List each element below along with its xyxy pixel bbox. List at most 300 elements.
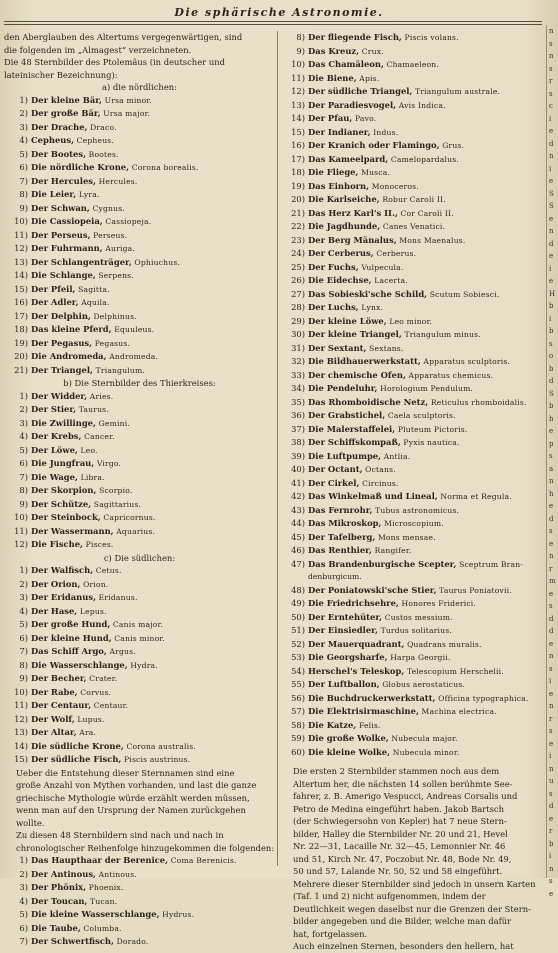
german-name: Die kleine Wasserschlange, — [31, 909, 160, 919]
list-item — [4, 229, 275, 243]
list-item — [4, 618, 275, 632]
item-number: 2) — [19, 404, 28, 414]
latin-name: Custos messium. — [384, 612, 453, 622]
list-item — [281, 584, 543, 598]
edge-letter: u — [549, 777, 554, 785]
german-name: Der Antinous, — [31, 868, 96, 879]
edge-letter: n — [549, 227, 554, 235]
german-name: Der Wassermann, — [31, 525, 114, 536]
edge-letter: r — [549, 827, 553, 835]
german-name: Der kleine Hund, — [31, 632, 112, 643]
item-number: 51) — [291, 625, 305, 635]
edge-letter: d — [549, 614, 554, 623]
latin-name: Hydra. — [130, 660, 158, 670]
german-name: Der Pfeil, — [31, 283, 76, 294]
item-number: 17) — [291, 153, 305, 164]
edge-letter: d — [549, 377, 554, 385]
german-name: Der Altar, — [31, 727, 77, 737]
german-name: Der Cirkel, — [308, 477, 360, 488]
item-number: 4) — [19, 431, 28, 441]
column-divider — [277, 31, 278, 866]
edge-letter: n — [549, 652, 554, 660]
item-number: 39) — [291, 450, 305, 461]
german-name: Die Georgsharfe, — [308, 652, 388, 662]
item-number: 25) — [291, 261, 305, 272]
list-item — [281, 382, 543, 396]
item-number: 8) — [19, 659, 28, 670]
item-number: 60) — [291, 746, 305, 757]
item-number: 50) — [291, 611, 305, 622]
edge-letter: e — [549, 539, 554, 548]
paragraph-line: wollte. — [16, 817, 45, 828]
edge-letter: e — [549, 177, 554, 185]
latin-name: Officina typographica. — [438, 693, 529, 703]
list-item — [4, 148, 275, 162]
edge-letter: e — [549, 252, 554, 260]
list-item — [4, 283, 275, 297]
item-number: 11) — [14, 525, 28, 536]
list-item — [281, 207, 543, 221]
edge-letter: d — [549, 239, 554, 248]
item-number: 8) — [19, 485, 28, 495]
paragraph-line: hat, fortgelassen. — [293, 928, 368, 939]
item-number: 1) — [19, 94, 28, 105]
list-item — [4, 868, 275, 882]
item-number: 11) — [14, 700, 28, 710]
latin-name: Robur Caroli II. — [382, 195, 446, 204]
list-item — [281, 166, 543, 180]
list-item — [281, 558, 543, 572]
item-number: 9) — [296, 45, 305, 56]
latin-name: Eridanus. — [98, 593, 138, 602]
edge-letter: s — [549, 339, 553, 348]
item-number: 20) — [14, 351, 28, 361]
latin-name: Taurus. — [78, 405, 109, 414]
edge-letter: s — [549, 727, 553, 735]
paragraph-line: Auch einzelnen Sternen, besonders den hellern, hat — [293, 941, 514, 951]
item-number: 13) — [14, 727, 28, 737]
item-number: 12) — [14, 243, 28, 253]
german-name: Die Leier, — [31, 189, 77, 199]
item-number: 23) — [291, 234, 305, 245]
german-name: Das kleine Pferd, — [31, 324, 112, 334]
list-item — [4, 591, 275, 605]
item-number: 36) — [291, 410, 305, 420]
latin-name: Ursa minor. — [104, 95, 153, 105]
latin-name: Canis minor. — [114, 633, 165, 643]
item-number: 1) — [19, 855, 28, 865]
list-item — [4, 256, 275, 270]
latin-name: Pegasus. — [94, 338, 131, 348]
latin-name: Draco. — [90, 122, 117, 132]
list-item — [4, 390, 275, 404]
latin-name: Turdus solitarius. — [380, 626, 452, 635]
paragraph-line: Nr. 22—31, Lacaille Nr. 32—45, Lemonnier Nr. 46 — [293, 841, 506, 851]
german-name: Der Berg Mänalus, — [308, 234, 397, 245]
latin-name: Crux. — [361, 46, 384, 56]
german-name: Die Wasserschlange, — [31, 659, 128, 670]
german-name: Die Schlange, — [31, 270, 96, 280]
item-number: 53) — [291, 652, 305, 662]
latin-name: Lynx. — [361, 303, 384, 312]
german-name: Der südliche Fisch, — [31, 754, 122, 764]
german-name: Das Schiff Argo, — [31, 646, 107, 656]
item-number: 30) — [291, 329, 305, 339]
item-number: 16) — [14, 297, 28, 307]
list-item — [281, 301, 543, 315]
item-number: 7) — [19, 471, 28, 482]
german-name: Das Einhorn, — [308, 180, 370, 191]
latin-name: Cor Caroli II. — [400, 208, 454, 218]
list-item — [281, 31, 543, 45]
german-name: Der Becher, — [31, 673, 87, 683]
latin-name: Capricornus. — [103, 513, 156, 522]
list-item — [281, 180, 543, 194]
latin-name: Quadrans muralis. — [407, 639, 482, 649]
latin-name: Hydrus. — [162, 910, 195, 919]
german-name: Die Taube, — [31, 922, 81, 933]
intro-line: lateinischer Bezeichnung): — [4, 69, 118, 80]
latin-name: Cassiopeja. — [105, 217, 152, 226]
latin-name: Taurus Poniatovii. — [439, 585, 512, 595]
paragraph-line: (der Schwiegersohn von Kepler) hat 7 neue Stern- — [293, 816, 507, 826]
edge-letter: b — [549, 327, 554, 335]
edge-letter: b — [549, 302, 554, 310]
german-name: Das Sobieski'sche Schild, — [308, 288, 428, 299]
item-number: 11) — [291, 72, 305, 83]
german-name: Der Adler, — [31, 297, 79, 307]
edge-letter: s — [549, 664, 553, 673]
item-number: 15) — [14, 754, 28, 764]
german-name: Der Luftballon, — [308, 679, 380, 689]
german-name: Der Hercules, — [31, 175, 96, 186]
german-name: Das Renthier, — [308, 545, 372, 555]
german-name: Der Widder, — [31, 390, 88, 401]
latin-name: Scorpio. — [99, 486, 133, 495]
german-name: Die Eidechse, — [308, 275, 372, 285]
latin-name: Apparatus sculptoris. — [423, 357, 511, 366]
edge-letter: S — [549, 189, 554, 198]
latin-name: Piscis volans. — [404, 33, 459, 42]
item-number: 9) — [19, 202, 28, 213]
list-item — [4, 726, 275, 740]
item-number: 4) — [19, 605, 28, 616]
list-item — [281, 490, 543, 504]
german-name: Der Schwan, — [31, 202, 90, 213]
item-number: 21) — [291, 207, 305, 218]
latin-name: Triangulum. — [95, 365, 146, 375]
item-number: 10) — [291, 59, 305, 69]
paragraph-line: Ueber die Entstehung dieser Sternnamen sind eine — [16, 767, 235, 778]
latin-name: Vulpecula. — [361, 262, 404, 272]
list-item — [281, 651, 543, 665]
german-name: Der Orion, — [31, 578, 81, 589]
item-number: 14) — [291, 113, 305, 123]
german-name: Die Friedrichsehre, — [308, 598, 399, 608]
list-item — [4, 215, 275, 229]
list-item — [4, 672, 275, 686]
latin-name: Aquarius. — [116, 526, 156, 536]
list-item — [4, 94, 275, 108]
list-item — [4, 645, 275, 659]
paragraph-line: (Taf. 1 und 2) nicht aufgenommen, indem der — [293, 891, 486, 901]
item-number: 24) — [291, 248, 305, 258]
german-name: Der Skorpion, — [31, 485, 97, 495]
list-item — [281, 436, 543, 450]
list-item — [4, 403, 275, 417]
german-name: Der kleine Bär, — [31, 94, 102, 105]
left-column — [4, 31, 275, 949]
edge-letter: e — [549, 127, 554, 135]
edge-letter: e — [549, 502, 554, 510]
latin-name: Nubecula major. — [391, 734, 458, 743]
list-item — [281, 85, 543, 99]
list-item — [281, 342, 543, 356]
item-number: 13) — [291, 99, 305, 110]
german-name: Das Brandenburgische Scepter, — [308, 558, 457, 569]
german-name: Herschel's Teleskop, — [308, 665, 405, 676]
german-name: Die Cassiopeia, — [31, 216, 103, 226]
item-number: 19) — [14, 337, 28, 348]
list-item — [4, 202, 275, 216]
item-number: 28) — [291, 302, 305, 312]
intro-line: Die 48 Sternbilder des Ptolemäus (in deutscher und — [4, 57, 225, 67]
german-name: Der Fuhrmann, — [31, 243, 103, 253]
german-name: Die Wage, — [31, 471, 78, 482]
list-item — [281, 261, 543, 275]
list-item — [281, 220, 543, 234]
german-name: Der Krebs, — [31, 431, 82, 441]
list-item — [281, 611, 543, 625]
list-item — [4, 107, 275, 121]
german-name: Die Biene, — [308, 72, 357, 83]
list-item — [4, 740, 275, 754]
german-name: Der Fuchs, — [308, 261, 359, 272]
list-item — [4, 605, 275, 619]
latin-name: Perseus. — [93, 230, 128, 240]
edge-letter: n — [549, 552, 554, 560]
list-item — [4, 854, 275, 868]
list-item — [281, 450, 543, 464]
item-number: 13) — [14, 256, 28, 267]
adjacent-page-edge — [546, 25, 558, 898]
list-item — [4, 908, 275, 922]
edge-letter: e — [549, 277, 554, 285]
latin-name: Virgo. — [96, 459, 122, 468]
edge-letter: e — [549, 639, 554, 648]
item-number: 34) — [291, 383, 305, 393]
edge-letter: S — [549, 389, 554, 398]
latin-name: Nubecula minor. — [392, 747, 460, 757]
list-item — [4, 935, 275, 949]
latin-name: Crater. — [89, 674, 118, 683]
item-number: 2) — [19, 868, 28, 879]
item-number: 41) — [291, 477, 305, 488]
item-number: 1) — [19, 390, 28, 401]
item-number: 33) — [291, 369, 305, 380]
latin-name: Auriga. — [105, 244, 136, 253]
latin-name: Cetus. — [95, 566, 122, 575]
list-item — [4, 699, 275, 713]
latin-name: Tubus astronomicus. — [375, 505, 460, 515]
german-name: Der Bootes, — [31, 148, 86, 159]
item-number: 10) — [14, 512, 28, 522]
latin-name: Cancer. — [84, 432, 115, 441]
list-item — [281, 139, 543, 153]
intro-line: den Aberglauben des Altertums vergegenwärtigen, sind — [4, 32, 243, 42]
edge-letter: i — [549, 314, 552, 323]
list-item — [4, 498, 275, 512]
latin-name: Corvus. — [80, 687, 112, 697]
edge-letter: d — [549, 514, 554, 523]
edge-letter: i — [549, 264, 552, 273]
list-item — [4, 134, 275, 148]
section-heading-north: a) die nördlichen: — [102, 82, 177, 92]
german-name: Das Chamäleon, — [308, 59, 384, 69]
list-item — [281, 126, 543, 140]
german-name: Der Toucan, — [31, 895, 88, 906]
item-number: 16) — [291, 140, 305, 150]
german-name: Die große Wolke, — [308, 733, 389, 743]
paragraph-line: chronologischer Reihenfolge hinzugekommen die folgenden: — [16, 842, 275, 853]
latin-name: Lacerta. — [374, 276, 408, 285]
latin-name: Caela sculptoris. — [387, 411, 456, 420]
list-item — [281, 597, 543, 611]
edge-letter: b — [549, 839, 554, 848]
list-item — [4, 578, 275, 592]
german-name: Der Indianer, — [308, 126, 371, 137]
list-item — [4, 161, 275, 175]
running-header: Die sphärische Astronomie. — [174, 6, 384, 19]
latin-name: Andromeda. — [109, 352, 159, 361]
edge-letter: n — [549, 477, 554, 485]
latin-name: Aries. — [89, 391, 114, 401]
edge-letter: r — [549, 77, 553, 85]
latin-name: Sagitta. — [78, 284, 110, 294]
list-item — [281, 531, 543, 545]
item-number: 57) — [291, 706, 305, 716]
latin-name: Triangulum australe. — [415, 87, 501, 96]
list-item — [281, 624, 543, 638]
edge-letter: n — [549, 764, 554, 773]
latin-name: Camelopardalus. — [390, 154, 459, 164]
item-number: 8) — [296, 32, 305, 42]
latin-name: Monoceros. — [371, 181, 419, 191]
item-number: 1) — [19, 565, 28, 575]
latin-name: Canis major. — [112, 620, 164, 629]
latin-name: Lyra. — [78, 190, 100, 199]
latin-name: Triangulum minus. — [404, 330, 481, 339]
latin-name: Pisces. — [85, 540, 114, 549]
latin-name: Microscopium. — [384, 519, 444, 528]
latin-name: Dorado. — [116, 937, 149, 946]
german-name: Der Poniatowski'sche Stier, — [308, 584, 437, 595]
list-item — [4, 364, 275, 378]
item-number: 56) — [291, 692, 305, 703]
right-column — [281, 31, 543, 953]
item-number: 37) — [291, 423, 305, 434]
list-item — [281, 705, 543, 719]
edge-letter: i — [549, 677, 552, 685]
german-name: Der Luchs, — [308, 302, 359, 312]
item-number: 6) — [19, 922, 28, 933]
german-name: Das Rhomboidische Netz, — [308, 396, 429, 407]
german-name: Der südliche Triangel, — [308, 86, 413, 96]
list-item — [4, 242, 275, 256]
list-item — [281, 638, 543, 652]
latin-name: Pavo. — [354, 114, 377, 123]
item-number: 5) — [19, 909, 28, 919]
list-item — [4, 457, 275, 471]
german-name: Das Herz Karl's II., — [308, 207, 398, 218]
german-name: Das Winkelmaß und Lineal, — [308, 491, 438, 501]
latin-name: Cygnus. — [92, 203, 125, 213]
german-name: Der Hase, — [31, 605, 78, 616]
latin-name: Scutum Sobiesci. — [429, 289, 500, 299]
item-number: 52) — [291, 638, 305, 649]
edge-letter: d — [549, 139, 554, 148]
german-name: Die Fische, — [31, 539, 83, 549]
item-number: 18) — [291, 167, 305, 177]
latin-name: Lepus. — [79, 606, 107, 616]
edge-letter: e — [549, 689, 554, 698]
list-item — [281, 288, 543, 302]
item-number: 55) — [291, 679, 305, 689]
german-name: Das Mikroskop, — [308, 518, 382, 528]
german-name: Die Fliege, — [308, 167, 359, 177]
item-number: 43) — [291, 504, 305, 515]
header-rule-bottom — [4, 24, 542, 25]
german-name: Der Walfisch, — [31, 565, 94, 575]
latin-name: Cepheus. — [76, 136, 115, 145]
list-item — [281, 112, 543, 126]
german-name: Der Octant, — [308, 464, 363, 474]
edge-letter: s — [549, 527, 553, 535]
edge-letter: e — [549, 889, 554, 898]
german-name: Der Wolf, — [31, 713, 75, 724]
list-item — [4, 659, 275, 673]
item-number: 26) — [291, 275, 305, 285]
german-name: Der Drache, — [31, 121, 88, 132]
edge-letter: p — [549, 439, 554, 448]
german-name: Der Delphin, — [31, 310, 91, 321]
item-number: 15) — [291, 126, 305, 137]
item-number: 20) — [291, 194, 305, 204]
list-item — [4, 310, 275, 324]
paragraph-line: große Anzahl von Mythen vorhanden, und last die ganze — [16, 780, 257, 790]
german-name: Der Schiffskompaß, — [308, 437, 401, 447]
list-item — [4, 323, 275, 337]
list-item — [281, 423, 543, 437]
list-item — [4, 511, 275, 525]
edge-letter: e — [549, 589, 554, 598]
list-item — [281, 517, 543, 531]
latin-name: Avis Indica. — [398, 100, 446, 110]
german-name: Der Erntehüter, — [308, 611, 383, 622]
edge-letter: h — [549, 489, 554, 498]
latin-name: Rangifer. — [374, 546, 412, 555]
list-item — [4, 525, 275, 539]
edge-letter: i — [549, 164, 552, 173]
item-number: 46) — [291, 545, 305, 555]
latin-name: Mons Maenalus. — [399, 235, 466, 245]
item-number: 58) — [291, 719, 305, 730]
list-item — [281, 692, 543, 706]
german-name: Das Kameelpard, — [308, 153, 389, 164]
item-number: 7) — [19, 175, 28, 186]
german-name: Der Löwe, — [31, 444, 78, 455]
paragraph-line: Die ersten 2 Sternbilder stammen noch aus dem — [293, 766, 500, 776]
